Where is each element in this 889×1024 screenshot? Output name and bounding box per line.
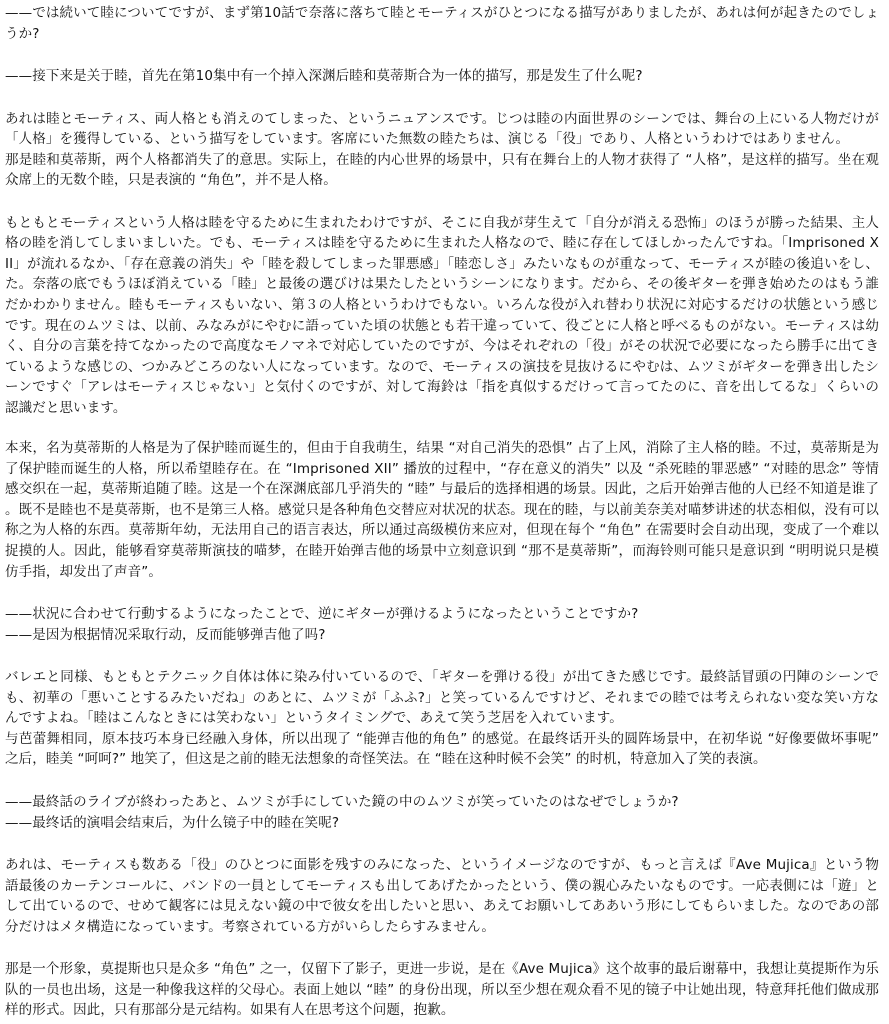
question-cn: ——最终话的演唱会结束后，为什么镜子中的睦在笑呢? <box>5 814 340 831</box>
answer-cn: 那是睦和莫蒂斯，两个人格都消失了的意思。实际上，在睦的内心世界的场景中，只有在舞台上的人物才获得了 “人格”，是这样的描写。坐在观众席上的无数个睦，只是表演的 “角色”，并不是人格。 <box>5 151 879 189</box>
question-jp: ——最終話のライブが終わったあと、ムツミが手にしていた鏡の中のムツミが笑っていたのはなぜでしょうか? <box>5 793 679 810</box>
answer-jp: バレエと同様、もともとテクニック自体は体に染み付いているので、「ギターを弾ける役」が出てきた感じです。最終話冒頭の円陣のシーンでも、初華の「悪いことするみたいだね」のあとに、ムツミが「ふふ?」と笑っているんですけど、それまでの睦では考えられない変な笑い方なんですよね。「睦はこんなときには笑わない」というタイミングで、あえて笑う芝居を入れています。 <box>5 669 879 727</box>
answer-cn: 本来，名为莫蒂斯的人格是为了保护睦而诞生的，但由于自我萌生，结果 “对自己消失的恐惧” 占了上风，消除了主人格的睦。不过，莫蒂斯是为了保护睦而诞生的人格，所以希望睦存在。在 “Imprisoned XII” 播放的过程中，“存在意义的消失” 以及 “杀死睦的罪恶感” “对睦的思念” 等情感交织在一起，莫蒂斯追随了睦。这是一个在深渊底部几乎消失的 “睦” 与最后的选择相遇的场景。因此，之后开始弹吉他的人已经不知道是谁了。既不是睦也不是莫蒂斯，也不是第三人格。感觉只是各种角色交替应对状况的状态。现在的睦，与以前美奈美对喵梦讲述的状态相似，没有可以称之为人格的东西。莫蒂斯年幼，无法用自己的语言表达，所以通过高级模仿来应对，但现在每个 “角色” 在需要时会自动出现，变成了一个难以捉摸的人。因此，能够看穿莫蒂斯演技的喵梦，在睦开始弹吉他的场景中立刻意识到 “那不是莫蒂斯”，而海铃则可能只是意识到 “明明说只是模仿手指，却发出了声音”。 <box>5 440 879 580</box>
question-jp: ——では続いて睦についてですが、まず第10話で奈落に落ちて睦とモーティスがひとつになる描写がありましたが、あれは何が起きたのでしょうか? <box>5 5 879 42</box>
answer-jp: あれは睦とモーティス、両人格とも消えのてしまった、というニュアンスです。じつは睦の内面世界のシーンでは、舞台の上にいる人物だけが「人格」を獲得している、という描写をしています。客席にいた無数の睦たちは、演じる「役」であり、人格というわけではありません。 <box>5 110 879 148</box>
answer-jp: もともとモーティスという人格は睦を守るために生まれたわけですが、そこに自我が芽生えて「自分が消える恐怖」のほうが勝った結果、主人格の睦を消してしまいましいた。でも、モーティスは睦を守るために生まれた人格なので、睦に存在してほしかったんですね。「Imprisoned XII」が流れるなか、「存在意義の消失」や「睦を殺してしまった罪悪感」「睦恋しさ」みたいなものが重なって、モーティスが睦の後追いをし、た。奈落の底でもうほぼ消えている「睦」と最後の選びけは果たしたというシーンになります。だから、その後ギターを弾き始めたのはもう誰だかわかりません。睦もモーティスもいない、第３の人格というわけでもない。いろんな役が入れ替わり状況に対応するだけの状態という感じです。現在のムツミは、以前、みなみがにやむに語っていた頃の状態とも若干違っていて、役ごとに人格と呼べるものがない。モーティスは幼く、自分の言葉を持てなかったので高度なモノマネで対応していたのですが、今はそれぞれの「役」がその状況で必要になったら勝手に出てきているような感じの、つかみどころのない人になっています。なので、モーティスの演技を見抜けるにやむは、ムツミがギターを弾き出したシーンですぐ「アレはモーティスじゃない」と気付くのですが、対して海鈴は「指を真似するだけって言ってたのに、音を出してるな」くらいの認識だと思います。 <box>5 214 879 416</box>
question-cn: ——接下来是关于睦，首先在第10集中有一个掉入深渊后睦和莫蒂斯合为一体的描写，那是发生了什么呢? <box>5 68 643 85</box>
answer-jp: あれは、モーティスも数ある「役」のひとつに面影を残すのみになった、というイメージなのですが、もっと言えば『Ave Mujica』という物語最後のカーテンコールに、バンドの一員としてモーティスも出してあげたかったという、僕の親心みたいなものです。一応表側には「遊」として出ているので、せめて観客には見えない鏡の中で彼女を出したいと思い、あえてお願いしてああいう形にしてもらいました。なのであの部分だけはメタ構造になっています。考察されている方がいらしたらすみません。 <box>5 857 879 935</box>
answer-cn: 与芭蕾舞相同，原本技巧本身已经融入身体，所以出现了 “能弹吉他的角色” 的感觉。在最终话开头的圆阵场景中，在初华说 “好像要做坏事呢” 之后，睦美 “呵呵?” 地笑了，但这是之前的睦无法想象的奇怪笑法。在 “睦在这种时候不会笑” 的时机，特意加入了笑的表演。 <box>5 730 879 768</box>
question-jp: ——状況に合わせて行動するようになったことで、逆にギターが弾けるようになったということですか? <box>5 606 639 623</box>
question-cn: ——是因为根据情况采取行动，反而能够弹吉他了吗? <box>5 626 326 643</box>
answer-cn: 那是一个形象，莫提斯也只是众多 “角色” 之一，仅留下了影子，更进一步说，是在《Ave Mujica》这个故事的最后谢幕中，我想让莫提斯作为乐队的一员也出场，这是一种像我这样的父母心。表面上她以 “睦” 的身份出现，所以至少想在观众看不见的镜子中让她出现，特意拜托他们做成那样的形式。因此，只有那部分是元结构。如果有人在思考这个问题，抱歉。 <box>5 961 879 1019</box>
